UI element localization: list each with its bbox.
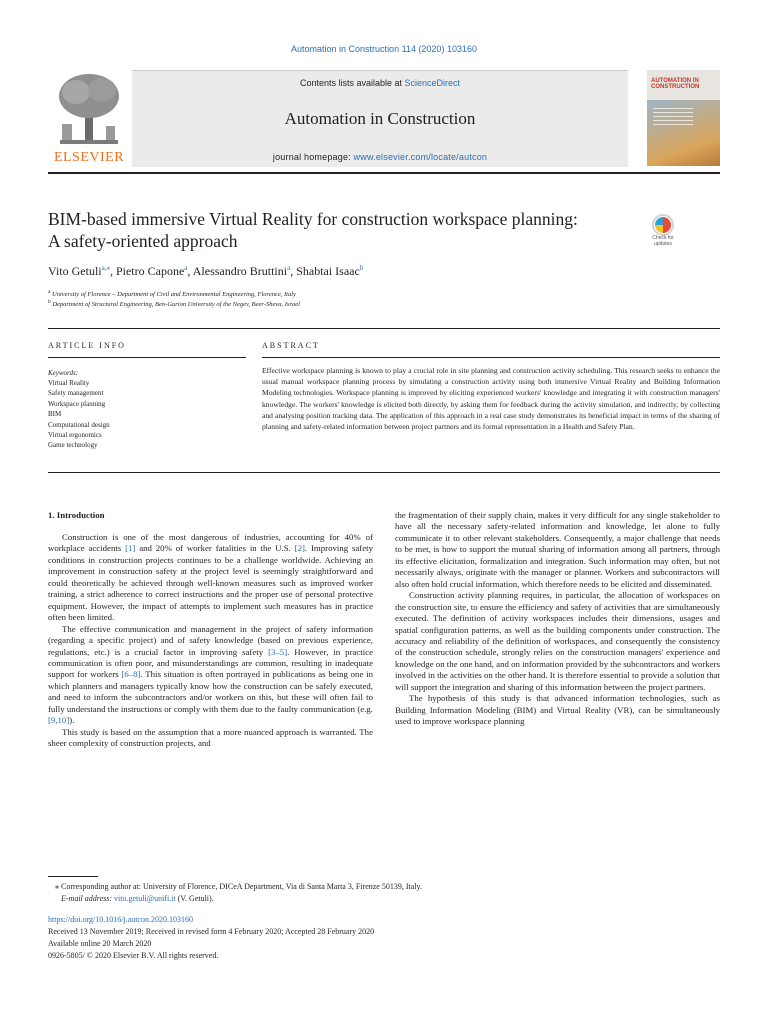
available-online: Available online 20 March 2020 — [48, 939, 152, 948]
affiliation-sup: b — [48, 299, 51, 305]
keyword: Virtual ergonomics — [48, 431, 102, 440]
text-run: . This situation is often portrayed in publications as being one in which planners and managers typically know how the construction can be safely executed, and need to inform the subcontractors and/or workers on this, but these will often fail to fully understand the instructions or comply with them due to the faulty communication (e.g. — [48, 669, 373, 714]
abstract-heading: ABSTRACT — [262, 341, 320, 350]
text-run: The hypothesis of this study is that advanced information technologies, such as Building Information Modeling (BIM) and Virtual Reality (VR), can be simultaneously used to improve workspace planning — [395, 693, 720, 727]
affiliation-text: Department of Structural Engineering, Ben-Gurion University of the Negev, Beer-Sheva, Israel — [52, 301, 300, 309]
received-dates: Received 13 November 2019; Received in revised form 4 February 2020; Accepted 28 February 2020 — [48, 927, 375, 936]
author-sep: , — [290, 264, 297, 278]
footnote-divider — [48, 876, 98, 877]
author-list — [48, 264, 363, 279]
author-affil-sup[interactable]: a — [184, 264, 188, 272]
elsevier-logo — [48, 70, 130, 166]
text-run: . However, in practice communication is often poor, and misunderstandings are common, resulting in inadequate support for workers — [48, 646, 373, 680]
citation-link[interactable]: [6–8] — [121, 669, 141, 680]
author-name[interactable]: Alessandro Bruttini — [192, 264, 288, 278]
article-title — [48, 208, 628, 252]
paragraph — [395, 590, 720, 693]
abstract-text: Effective workspace planning is known to play a crucial role in site planning and construction activity scheduling. This research seeks to enhance the usual manual workspace planning process by simulating a construction activity using both immersive Virtual Reality and Building Information Modeling technologies. Workspace planning is improved by eliciting experienced workers' knowledge and integrating it with construction managers' knowledge. The workers' knowledge is elicited both directly, by asking them for feedback during the activity simulation, and indirectly, by collecting and analysing position tracking data. The application of this approach in a real case study demonstrates its beneficial impact in terms of the sharing of planning and safety-related information between project partners and its formal representation in a Health and Safety Plan. — [262, 366, 720, 432]
contents-prefix: Contents lists available at — [299, 78, 405, 88]
cover-title-line1: AUTOMATION IN — [651, 78, 699, 84]
author-name[interactable]: Shabtai Isaac — [296, 264, 360, 278]
section-heading-introduction: 1. Introduction — [48, 510, 105, 520]
paragraph — [48, 532, 373, 624]
journal-homepage — [132, 152, 628, 162]
cover-title-line2: CONSTRUCTION — [651, 84, 700, 90]
doi-text[interactable]: https://doi.org/10.1016/j.autcon.2020.103160 — [48, 915, 193, 924]
crossmark-inner-icon — [655, 217, 671, 233]
author-sep: , — [187, 264, 193, 278]
cover-text-lines — [653, 108, 693, 128]
citation-link[interactable]: [3–5] — [268, 646, 288, 657]
citation-link[interactable]: [1] — [125, 543, 136, 554]
keyword: BIM — [48, 410, 62, 419]
body-column-right — [395, 510, 720, 728]
email-suffix: (V. Getuli). — [175, 894, 214, 903]
keyword: Workspace planning — [48, 399, 106, 408]
crossmark-label — [647, 236, 679, 247]
crossmark-label-line1: Check for — [652, 235, 674, 241]
contents-availability — [132, 78, 628, 88]
journal-info-box — [132, 70, 628, 167]
check-for-updates-badge[interactable] — [647, 214, 679, 252]
journal-title: Automation in Construction — [284, 109, 476, 128]
header-divider — [48, 172, 720, 174]
body-column-left — [48, 532, 373, 750]
email-note — [61, 893, 214, 904]
paragraph — [395, 693, 720, 727]
citation-link[interactable]: [9,10] — [48, 715, 70, 726]
keyword: Virtual Reality — [48, 379, 90, 387]
article-info-heading: ARTICLE INFO — [48, 341, 126, 350]
author-affil-sup[interactable]: a,⁎ — [101, 264, 110, 272]
affiliation — [48, 289, 296, 298]
author-name[interactable]: Pietro Capone — [115, 264, 185, 278]
sciencedirect-link[interactable]: ScienceDirect — [404, 78, 461, 88]
journal-reference-link[interactable]: Automation in Construction 114 (2020) 103160 — [291, 44, 477, 54]
crossmark-label-line2: updates — [654, 240, 672, 247]
text-run: The effective communication and management in the project of safety information (regarding a specific project) and of safety knowledge (based on previous experience, regulations, etc.) is a crucial factor in improving safety — [48, 623, 373, 657]
paragraph — [395, 510, 720, 590]
text-run: This study is based on the assumption that a more nuanced approach is warranted. The sheer complexity of construction projects, and — [48, 726, 373, 749]
author-name[interactable]: Vito Getuli — [48, 264, 102, 278]
journal-header — [48, 70, 720, 168]
keyword: Computational design — [48, 420, 110, 429]
author-affil-sup[interactable]: a — [287, 264, 291, 272]
text-run: the fragmentation of their supply chain, makes it very difficult for any single stakeholder to have all the necessary safety-related information and knowledge, let alone to fully communicate it to other relevant stakeholders. Consequently, a major challenge that needs to be met, is how to support the mutual sharing of information among all partners, through its effective elicitation, formalization and integration. Such information may often, but not necessarily always, originate with the manager or planner. Workers and subcontractors will also often hold crucial information, which therefore needs to be elicited and disseminated. — [395, 510, 720, 589]
keywords-list — [48, 378, 110, 451]
author-affil-sup[interactable]: b — [359, 264, 364, 272]
doi-link[interactable] — [48, 914, 193, 926]
cover-title — [651, 78, 699, 90]
keyword: Safety management — [48, 389, 104, 398]
email-link[interactable]: vito.getuli@unifi.it — [114, 894, 176, 903]
copyright: 0926-5805/ © 2020 Elsevier B.V. All rights reserved. — [48, 951, 219, 960]
article-title-line1: BIM-based immersive Virtual Reality for construction workspace planning: — [48, 209, 578, 229]
keyword: Game technology — [48, 441, 98, 450]
text-run: Construction activity planning requires, in particular, the allocation of workspaces on the construction site, to ensure the efficiency and safety of activities that are simultaneously executed. The definition of activity workspaces includes their dimensions, usages and spatial configuration patterns, as well as the building components under construction. The accuracy and reliability of the definition of workspaces, and consequently the consistency of the construction schedule, strongly relies on the construction managers' experience and knowledge on the one hand, and on information provided by the subcontractors and workers involved in the activities on the other hand. It is therefore essential to provide a solution that will support the integration and sharing of this information between the project partners. — [395, 590, 720, 692]
journal-cover-thumbnail[interactable] — [647, 70, 720, 166]
abstract-bottom-divider — [48, 472, 720, 473]
info-divider — [48, 328, 720, 329]
affiliation-text: University of Florence – Department of Civil and Environmental Engineering, Florence, Italy — [52, 291, 296, 299]
corresponding-author-note: ⁎ Corresponding author at: University of Florence, DICeA Department, Via di Santa Marta 3, Firenze 50139, Italy. — [55, 882, 422, 891]
author-sep: , — [109, 264, 116, 278]
homepage-prefix: journal homepage: — [272, 152, 354, 162]
homepage-link[interactable]: www.elsevier.com/locate/autcon — [353, 152, 488, 162]
abstract-rule — [262, 357, 720, 358]
email-label: E-mail address: — [61, 894, 113, 903]
citation-link[interactable]: [2] — [294, 543, 305, 554]
text-run: Construction is one of the most dangerous of industries, accounting for 40% of workplace accidents — [48, 532, 373, 554]
article-info-rule — [48, 357, 246, 358]
text-run: . Improving safety conditions in construction projects continues to be a challenge worldwide. Achieving an improvement in construction safety at the project level is seemingly straightforward and could theoretically be achieved through well-known measures such as improved worker training, a strict adherence to correct instructions and the proper use of personal protective equipment. However, the impact of attempts to implement such measures has in practice often been limited. — [48, 543, 373, 623]
text-run: ). — [69, 715, 75, 726]
article-title-line2: A safety-oriented approach — [48, 231, 238, 251]
affiliation — [48, 299, 300, 308]
elsevier-tree-icon — [54, 72, 124, 148]
affiliation-sup: a — [48, 289, 51, 295]
publisher-wordmark: ELSEVIER — [53, 150, 125, 165]
paragraph — [48, 624, 373, 727]
keywords-label: Keywords: — [48, 369, 79, 377]
paragraph — [48, 727, 373, 750]
text-run: and 20% of worker fatalities in the U.S. — [135, 543, 295, 554]
